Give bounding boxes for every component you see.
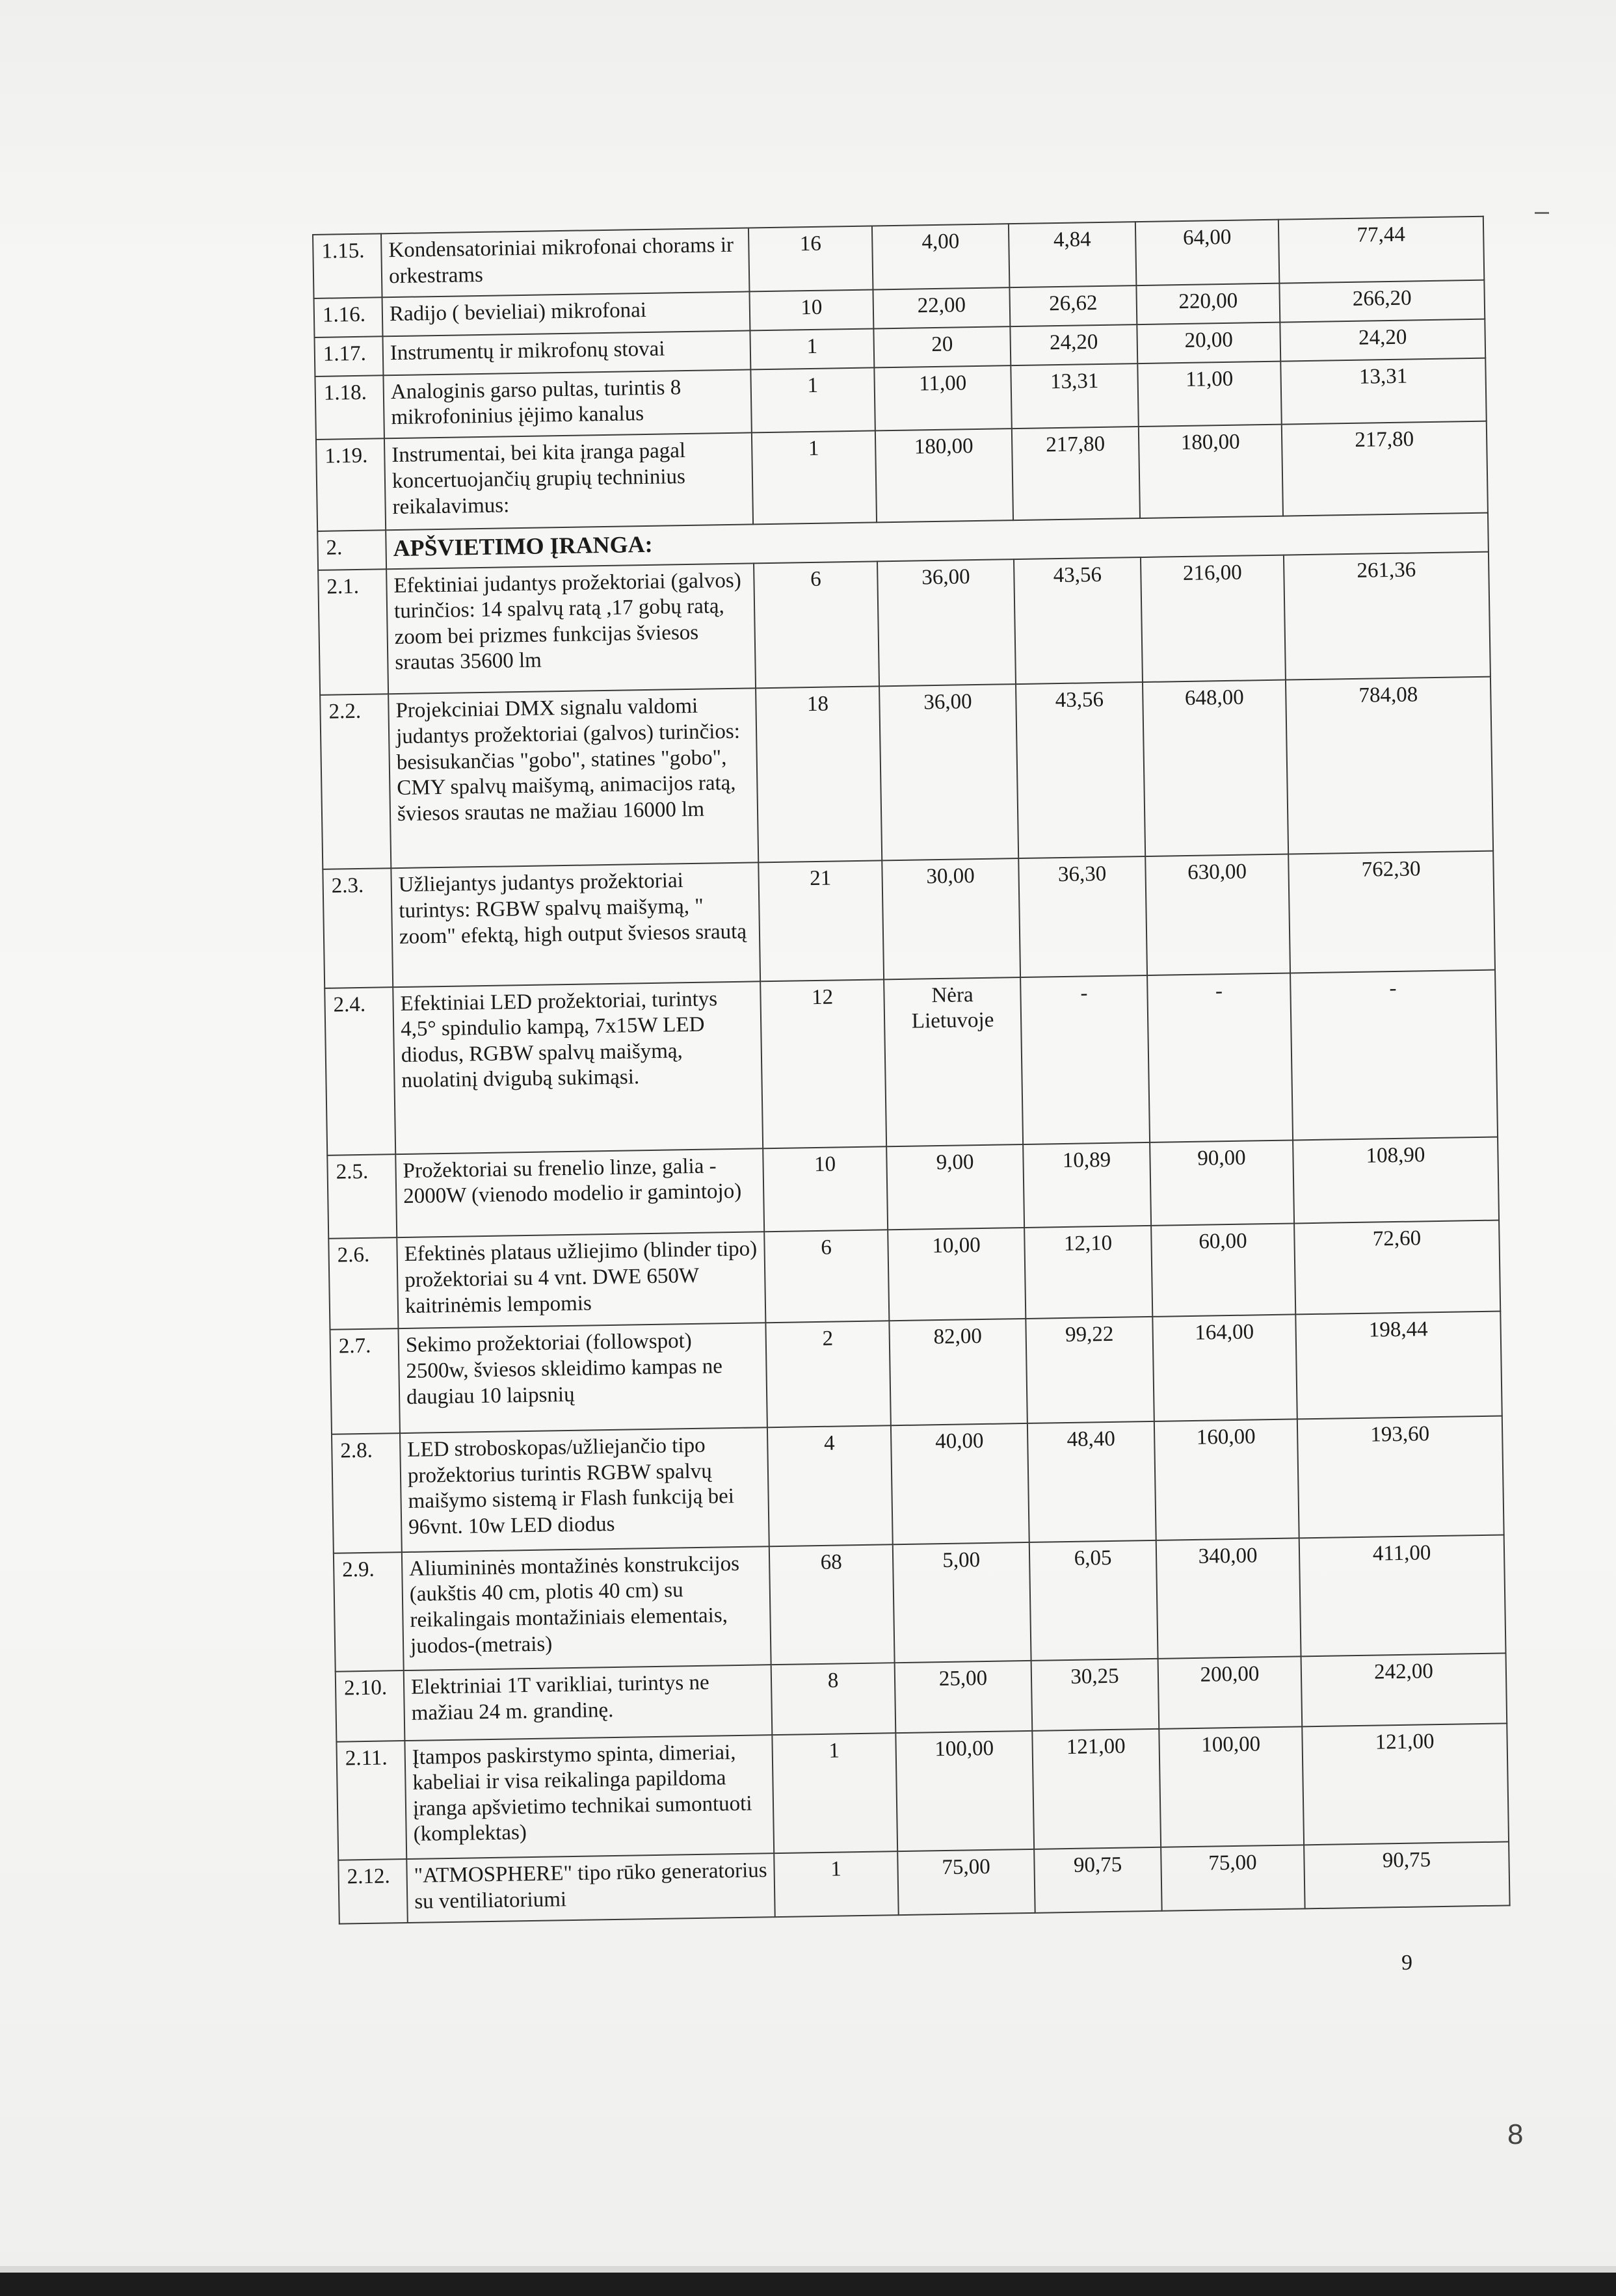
item-quantity: 1 xyxy=(750,367,875,433)
item-quantity: 6 xyxy=(764,1230,889,1323)
total-with-vat: 762,30 xyxy=(1288,851,1495,973)
table-row xyxy=(323,851,1495,988)
item-number: 2.8. xyxy=(332,1433,402,1553)
total-with-vat: 24,20 xyxy=(1280,319,1485,361)
unit-price-with-vat: 26,62 xyxy=(1009,285,1137,326)
item-description: Efektinės plataus užliejimo (blinder tipo) prožektoriai su 4 vnt. DWE 650W kaitrinėmis lempomis xyxy=(397,1232,765,1329)
total-with-vat: 193,60 xyxy=(1297,1416,1504,1538)
unit-price-with-vat: 43,56 xyxy=(1016,682,1145,858)
item-quantity: 12 xyxy=(760,979,886,1148)
item-number: 1.18. xyxy=(315,375,384,440)
total-without-vat: 160,00 xyxy=(1154,1419,1299,1540)
unit-price-without-vat: 82,00 xyxy=(889,1319,1027,1425)
item-quantity: 16 xyxy=(748,226,873,291)
table-row xyxy=(325,970,1498,1155)
unit-price-with-vat: 121,00 xyxy=(1032,1728,1161,1849)
total-without-vat: 340,00 xyxy=(1156,1538,1301,1659)
total-without-vat: 75,00 xyxy=(1161,1845,1305,1910)
unit-price-without-vat: 9,00 xyxy=(886,1144,1024,1230)
item-quantity: 4 xyxy=(767,1425,893,1546)
item-number: 2. xyxy=(317,530,386,570)
total-with-vat: - xyxy=(1290,970,1498,1140)
unit-price-with-vat: 10,89 xyxy=(1023,1142,1151,1228)
unit-price-with-vat: 4,84 xyxy=(1009,222,1137,287)
total-with-vat: 72,60 xyxy=(1294,1221,1500,1315)
item-description: "ATMOSPHERE" tipo rūko generatorius su ventiliatoriumi xyxy=(406,1853,775,1923)
item-description: Instrumentai, bei kita įranga pagal koncertuojančių grupių techninius reikalavimus: xyxy=(384,433,753,530)
table-row xyxy=(330,1312,1502,1434)
item-number: 2.2. xyxy=(320,694,391,870)
item-number: 2.4. xyxy=(325,987,395,1155)
item-number: 2.6. xyxy=(328,1237,398,1330)
total-with-vat: 784,08 xyxy=(1286,677,1493,854)
item-quantity: 1 xyxy=(774,1851,899,1917)
item-quantity: 18 xyxy=(756,687,882,863)
total-without-vat: 100,00 xyxy=(1159,1726,1304,1847)
item-description: Užliejantys judantys prožektoriai turintys: RGBW spalvų maišymą, " zoom" efektą, high output šviesos srautą xyxy=(391,863,760,987)
unit-price-with-vat: 6,05 xyxy=(1029,1540,1158,1661)
item-description: Elektriniai 1T varikliai, turintys ne mažiau 24 m. grandinę. xyxy=(404,1665,773,1741)
item-quantity: 2 xyxy=(765,1321,891,1428)
unit-price-without-vat: 11,00 xyxy=(874,365,1012,431)
total-without-vat: 20,00 xyxy=(1137,322,1280,363)
unit-price-with-vat: 99,22 xyxy=(1026,1317,1154,1423)
total-without-vat: 200,00 xyxy=(1158,1657,1303,1729)
item-quantity: 68 xyxy=(769,1544,895,1665)
scan-mark xyxy=(1535,212,1549,214)
item-description: Efektiniai LED prožektoriai, turintys 4,5° spindulio kampą, 7x15W LED diodus, RGBW spalvų maišymą, nuolatinį dvigubą sukimąsi. xyxy=(393,981,763,1154)
unit-price-with-vat: 30,25 xyxy=(1031,1659,1159,1730)
unit-price-without-vat: 180,00 xyxy=(875,429,1013,522)
table-row xyxy=(320,677,1493,869)
unit-price-with-vat: 43,56 xyxy=(1014,557,1143,685)
total-without-vat: 60,00 xyxy=(1151,1224,1295,1317)
item-number: 2.3. xyxy=(323,869,393,988)
total-without-vat: 216,00 xyxy=(1141,555,1286,682)
item-number: 2.7. xyxy=(330,1329,400,1434)
unit-price-without-vat: 36,00 xyxy=(877,559,1016,687)
total-without-vat: 220,00 xyxy=(1136,283,1280,324)
item-description: Aliumininės montažinės konstrukcijos (aukštis 40 cm, plotis 40 cm) su reikalingais montažiniais elementais, juodos-(metrais) xyxy=(402,1546,771,1670)
item-number: 2.1. xyxy=(318,569,388,696)
table-row xyxy=(318,551,1490,695)
total-without-vat: 11,00 xyxy=(1137,361,1282,427)
table-row xyxy=(316,421,1488,531)
item-description: Sekimo prožektoriai (followspot) 2500w, šviesos skleidimo kampas ne daugiau 10 laipsnių xyxy=(398,1323,767,1434)
total-with-vat: 261,36 xyxy=(1284,551,1490,680)
scan-border xyxy=(0,2273,1616,2296)
item-description: Prožektoriai su frenelio linze, galia - 2000W (vienodo modelio ir gamintojo) xyxy=(395,1148,764,1237)
item-quantity: 21 xyxy=(758,861,884,981)
scan-edge xyxy=(0,2266,1616,2273)
unit-price-with-vat: 90,75 xyxy=(1034,1847,1162,1913)
item-number: 2.11. xyxy=(336,1741,406,1860)
unit-price-with-vat: - xyxy=(1020,975,1150,1144)
table-row xyxy=(328,1221,1500,1330)
unit-price-with-vat: 12,10 xyxy=(1024,1226,1152,1319)
total-without-vat: 648,00 xyxy=(1143,680,1288,856)
total-without-vat: 630,00 xyxy=(1145,854,1290,975)
item-number: 2.10. xyxy=(336,1670,405,1741)
price-table-body xyxy=(313,217,1510,1924)
item-number: 1.17. xyxy=(314,336,383,376)
unit-price-with-vat: 48,40 xyxy=(1027,1421,1156,1542)
price-table xyxy=(312,216,1511,1925)
item-description: Efektiniai judantys prožektoriai (galvos) turinčios: 14 spalvų ratą ,17 gobų ratą, zoom bei prizmes funkcijas šviesos srautas 35600 lm xyxy=(386,563,756,694)
unit-price-without-vat: 75,00 xyxy=(897,1849,1035,1915)
total-with-vat: 77,44 xyxy=(1278,217,1484,284)
section-title: APŠVIETIMO ĮRANGA: xyxy=(386,512,1489,569)
total-without-vat: 164,00 xyxy=(1152,1315,1297,1421)
table-row xyxy=(332,1416,1504,1553)
total-with-vat: 121,00 xyxy=(1302,1723,1509,1845)
item-quantity: 1 xyxy=(750,328,874,369)
item-description: Analoginis garso pultas, turintis 8 mikrofoninius įėjimo kanalus xyxy=(383,369,751,439)
total-with-vat: 90,75 xyxy=(1304,1842,1509,1909)
table-row xyxy=(334,1535,1506,1672)
item-number: 2.9. xyxy=(334,1552,404,1672)
unit-price-without-vat: 5,00 xyxy=(893,1542,1031,1663)
unit-price-without-vat: 30,00 xyxy=(882,858,1020,979)
total-with-vat: 411,00 xyxy=(1299,1535,1506,1657)
item-quantity: 8 xyxy=(771,1663,896,1735)
total-with-vat: 108,90 xyxy=(1293,1137,1499,1224)
total-without-vat: 180,00 xyxy=(1139,425,1283,518)
item-quantity: 6 xyxy=(754,561,879,689)
page-number: 9 xyxy=(1401,1951,1412,1975)
unit-price-without-vat: 25,00 xyxy=(895,1661,1033,1732)
item-number: 1.16. xyxy=(314,297,383,337)
total-without-vat: 64,00 xyxy=(1135,220,1280,285)
total-with-vat: 198,44 xyxy=(1295,1312,1502,1419)
item-description: LED stroboskopas/užliejančio tipo prožektorius turintis RGBW spalvų maišymo sistemą ir Flash funkciją bei 96vnt. 10w LED diodus xyxy=(400,1427,769,1551)
unit-price-without-vat: 22,00 xyxy=(873,287,1010,328)
total-without-vat: 90,00 xyxy=(1150,1140,1294,1226)
item-number: 1.15. xyxy=(313,233,382,298)
item-quantity: 1 xyxy=(772,1733,897,1854)
item-quantity: 10 xyxy=(763,1146,888,1232)
item-description: Įtampos paskirstymo spinta, dimeriai, kabeliai ir visa reikalinga papildoma įranga apšvietimo technikai sumontuoti (komplektas) xyxy=(404,1735,774,1859)
total-with-vat: 242,00 xyxy=(1301,1654,1507,1726)
total-without-vat: - xyxy=(1147,973,1293,1142)
unit-price-with-vat: 13,31 xyxy=(1011,363,1139,429)
total-with-vat: 266,20 xyxy=(1279,280,1485,322)
unit-price-without-vat: 100,00 xyxy=(895,1730,1034,1851)
unit-price-without-vat: 40,00 xyxy=(891,1423,1029,1544)
item-quantity: 10 xyxy=(749,289,873,330)
item-description: Projekciniai DMX signalu valdomi judantys prožektoriai (galvos) turinčios: besisukančias "gobo", statines "gobo", CMY spalvų maišymą, animacijos ratą, šviesos srautas ne mažiau 16000 lm xyxy=(388,689,758,869)
item-number: 2.5. xyxy=(327,1154,397,1239)
table-row xyxy=(336,1723,1509,1860)
unit-price-without-vat: 20 xyxy=(873,326,1011,367)
unit-price-without-vat: 4,00 xyxy=(872,224,1010,289)
unit-price-without-vat: Nėra Lietuvoje xyxy=(884,977,1023,1146)
handwritten-page-number: 8 xyxy=(1507,2118,1524,2150)
item-description: Instrumentų ir mikrofonų stovai xyxy=(382,330,750,375)
unit-price-with-vat: 36,30 xyxy=(1018,856,1147,977)
unit-price-with-vat: 217,80 xyxy=(1012,427,1140,520)
unit-price-without-vat: 36,00 xyxy=(879,685,1018,861)
unit-price-without-vat: 10,00 xyxy=(888,1228,1026,1321)
item-quantity: 1 xyxy=(752,431,877,524)
unit-price-with-vat: 24,20 xyxy=(1010,324,1137,365)
item-number: 1.19. xyxy=(316,439,386,531)
item-description: Kondensatoriniai mikrofonai chorams ir orkestrams xyxy=(381,228,749,297)
item-number: 2.12. xyxy=(338,1859,408,1924)
total-with-vat: 217,80 xyxy=(1282,421,1488,516)
total-with-vat: 13,31 xyxy=(1280,358,1486,425)
item-description: Radijo ( bevieliai) mikrofonai xyxy=(382,291,750,336)
